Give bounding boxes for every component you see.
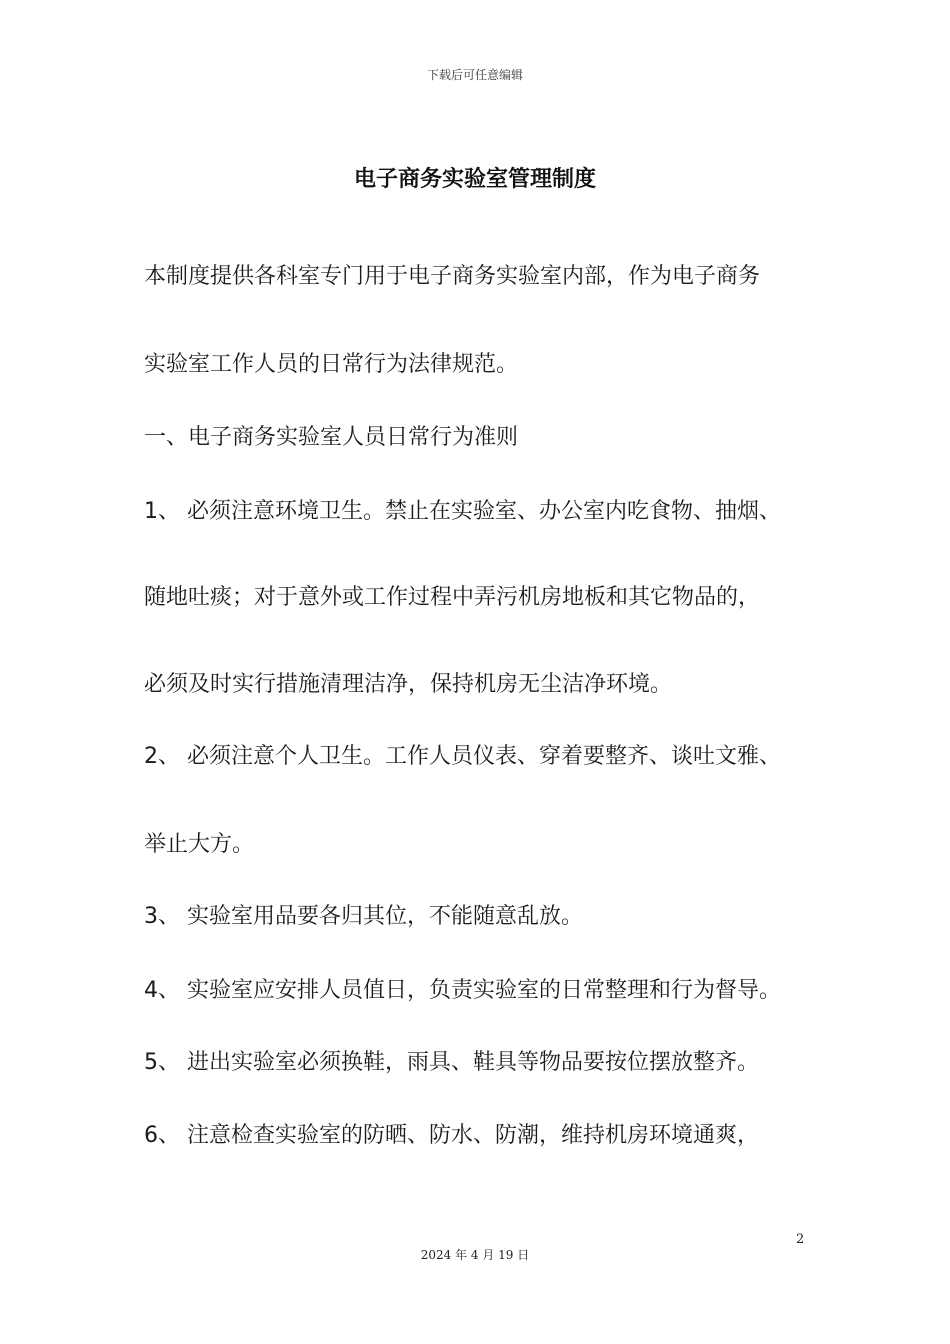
rule-item-1: 1、 必须注意环境卫生。禁止在实验室、办公室内吃食物、抽烟、: [144, 499, 781, 524]
header-note: 下载后可任意编辑: [426, 68, 523, 82]
page-number: 2: [796, 1232, 805, 1247]
rule-item-2: 2、 必须注意个人卫生。工作人员仪表、穿着要整齐、谈吐文雅、: [144, 744, 781, 769]
body-line-1: 本制度提供各科室专门用于电子商务实验室内部，作为电子商务: [144, 264, 761, 289]
rule-item-4: 4、 实验室应安排人员值日，负责实验室的日常整理和行为督导。: [144, 978, 781, 1003]
rule-item-1-cont-2: 必须及时实行措施清理洁净，保持机房无尘洁净环境。: [144, 672, 673, 697]
rule-item-5: 5、 进出实验室必须换鞋，雨具、鞋具等物品要按位摆放整齐。: [144, 1050, 759, 1075]
rule-item-2-cont: 举止大方。: [144, 832, 255, 857]
rule-item-1-cont-1: 随地吐痰；对于意外或工作过程中弄污机房地板和其它物品的，: [144, 585, 761, 610]
section-heading-1: 一、电子商务实验室人员日常行为准则: [144, 425, 519, 450]
rule-item-6: 6、 注意检查实验室的防晒、防水、防潮，维持机房环境通爽，: [144, 1123, 759, 1148]
footer-date: 2024 年 4 月 19 日: [420, 1248, 530, 1262]
document-title: 电子商务实验室管理制度: [353, 167, 596, 192]
rule-item-3: 3、 实验室用品要各归其位，不能随意乱放。: [144, 904, 583, 929]
body-line-2: 实验室工作人员的日常行为法律规范。: [144, 352, 519, 377]
